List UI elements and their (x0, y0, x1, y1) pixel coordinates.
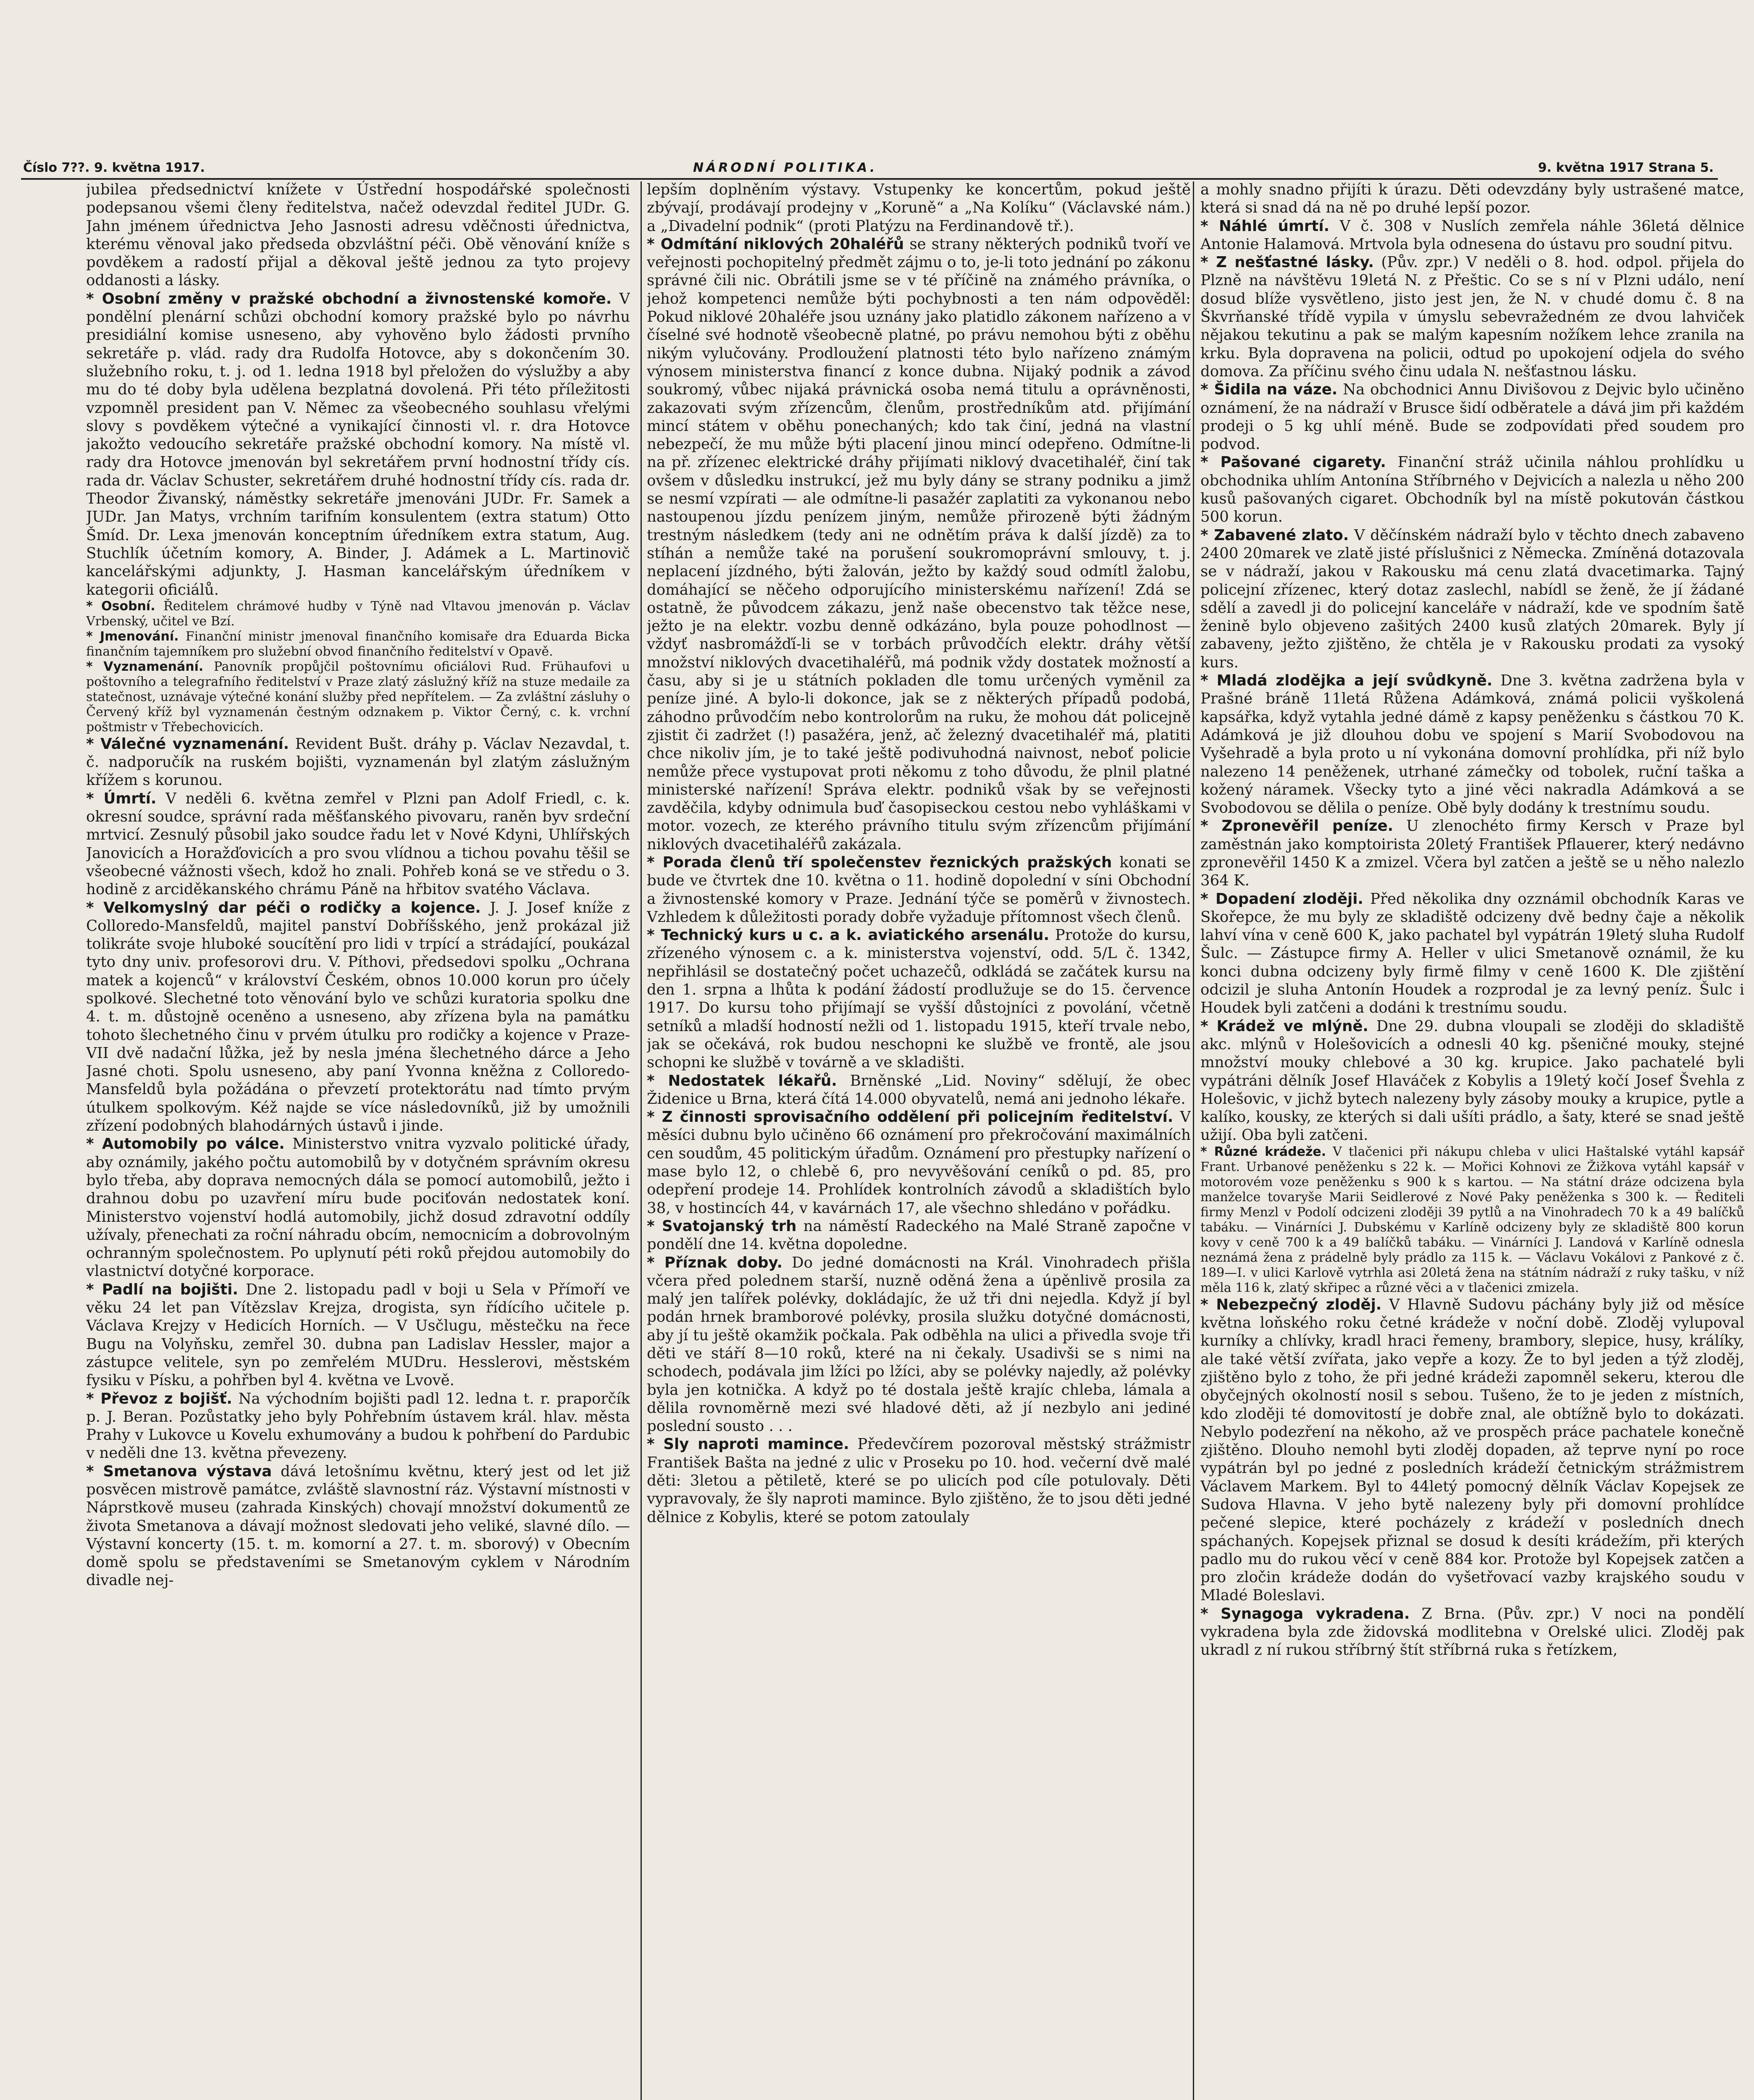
article-text: Panovník propůjčil poštovnímu oficiálovi Rud. Frühaufovi u poštovního a telegrafního ředitelství v Praze zlatý záslužný kříž na stuze medaile za statečnost, uznávaje výtečné konání služby před nepřítelem. — Za zvláštní zásluhy o Červený kříž byl vyznamenán čestným odznakem p. Viktor Černý, c. k. vrchní poštmistr v Třebechovicích. (86, 659, 630, 735)
article-text: Ředitelem chrámové hudby v Týně nad Vltavou jmenován p. Václav Vrbenský, učitel ve Bzí. (86, 598, 630, 629)
page-header (21, 159, 1718, 179)
article-paragraph (86, 735, 630, 790)
article-paragraph (1200, 890, 1744, 1017)
article-paragraph (1200, 526, 1744, 672)
article-heading: * Sly naproti mamince. (647, 1436, 849, 1453)
article-heading: * Vyznamenání. (86, 659, 204, 674)
article-heading: * Automobily po válce. (86, 1135, 285, 1153)
article-paragraph (647, 181, 1191, 235)
article-text: U zlenochéto firmy Kersch v Praze byl zaměstnán jako komptoirista 20letý František Pflauerer, který nedávno zpronevěřil 1450 K a zmizel. Včera byl zatčen a ještě se u něho nalezlo 364 K. (1200, 817, 1744, 890)
article-heading: * Technický kurs u c. a k. aviatického arsenálu. (647, 927, 1050, 944)
article-text: V děčínském nádraží bylo v těchto dnech zabaveno 2400 20marek ve zlatě jisté příslušnici z Německa. Zmíněná dotazovala se v nádraží, jakou v Rakousku má cenu zlatá dvacetimarka. Tajný policejní zřízenec, který dotaz zaslechl, nabídl se ženě, že jí žádané sdělí a zavedl ji do policejní kanceláře v nádraží, kde ve spodním šatě ženině bylo objeveno zašitých 2400 kusů zlatých 20marek. Byly jí zabaveny, ježto zjištěno, že chtěla je v Rakousku prodati za vysoký kurs. (1200, 526, 1744, 671)
article-text: konati se bude ve čtvrtek dne 10. května o 11. hodině dopolední v síni Obchodní a živnostenské komory v Praze. Jednání týče se poměrů v živnostech. Vzhledem k důležitosti porady dobře vyžaduje přítomnost všech členů. (647, 853, 1191, 926)
article-text: V tlačenici při nákupu chleba v ulici Haštalské vytáhl kapsář Frant. Urbanové peněženku s 22 k. — Mořici Kohnovi ze Žižkova vytáhl kapsář v motorovém voze peněženku s 900 k s kartou. — Na státní dráze odcizena byla manželce tovaryše Marii Seidlerové z Nové Paky peněženka s 300 k. — Řediteli firmy Menzl v Podolí odcizeni zloději 39 pytlů a na Vinohradech 70 k a 49 balíčků tabáku. — Vinárníci J. Dubskému v Karlíně odcizeny byly ze skladiště 800 korun kovy v ceně 700 k a 49 balíčků tabáku. — Vinárníci J. Landová v Karlíně odnesla neznámá žena z prádelně byly prádlo za 115 k. — Václavu Vokálovi z Pankové z č. 189—I. v ulici Karlově vytrhla asi 20letá žena na státním nádraží z ruky tašku, v níž měla 116 k, zlatý skřipec a různé věci a v tlačenici zmizela. (1200, 1144, 1744, 1295)
article-paragraph (1200, 181, 1744, 217)
article-text: Dne 3. května zadržena byla v Prašné bráně 11letá Růžena Adámková, známá policii vyškolená kapsářka, když vytahla jedné dámě z kapsy peněženku s částkou 70 K. Adámková je již dlouhou dobu ve spojení s Marií Svobodovou na Vyšehradě a byla proto u ní vykonána domovní prohlídka, při níž bylo nalezeno 14 peněženek, utrhané zámečky od tobolek, ruční taška a kožený náramek. Všecky tyto a jiné věci nakradla Adámková a se Svobodovou se dělila o peníze. Obě byly dodány k trestnímu soudu. (1200, 672, 1744, 817)
article-heading: * Příznak doby. (647, 1254, 782, 1271)
article-text: Na obchodnici Annu Divišovou z Dejvic bylo učiněno oznámení, že na nádraží v Brusce šidí odběratele a dává jim při každém prodeji o 5 kg uhlí méně. Bude se zodpovídati před soudem pro podvod. (1200, 381, 1744, 453)
article-heading: * Nebezpečný zloděj. (1200, 1296, 1382, 1313)
article-heading: * Z činnosti sprovisačního oddělení při policejním ředitelství. (647, 1108, 1174, 1126)
article-paragraph (86, 290, 630, 599)
article-text: V pondělní plenární schůzi obchodní komory pražské bylo po návrhu presidiální komise usneseno, aby vyhověno bylo žádosti prvního sekretáře p. vlád. rady dra Rudolfa Hotovce, aby s dokončením 30. služebního roku, t. j. od 1. ledna 1918 byl přeložen do výslužby a aby mu do té doby byla udělena bezplatná dovolená. Při této příležitosti vzpomněl president pan V. Němec za všeobecného souhlasu vřelými slovy s povděkem výtečné a vynikající činnosti vl. r. dra Hotovce jakožto vedoucího sekretáře pražské obchodní komory. Na místě vl. rady dra Hotovce jmenován byl sekretářem první hodnostní třídy cís. rada dr. Václav Schuster, sekretářem druhé hodnostní třídy cís. rada dr. Theodor Živanský, náměstky sekretáře jmenováni JUDr. Fr. Samek a JUDr. Jan Matys, vrchním tarifním konsulentem (extra statum) Otto Šmíd. Dr. Lexa jmenován konceptním úředníkem extra statum, Aug. Stuchlík účetním komory, A. Binder, J. Adámek a L. Martinovič kancelářskými adjunkty, J. Hasman kancelářským úředníkem v kategorii oficiálů. (86, 290, 630, 598)
article-paragraph (86, 1462, 630, 1590)
article-heading: * Převoz z bojišť. (86, 1390, 232, 1407)
article-paragraph (647, 1108, 1191, 1217)
article-paragraph (1200, 1605, 1744, 1659)
column-1 (86, 181, 630, 2100)
article-paragraph (647, 853, 1191, 926)
article-text: lepším doplněním výstavy. Vstupenky ke koncertům, pokud ještě zbývají, prodávají prodejny v „Koruně“ a „Na Kolíku“ (Václavské nám.) a „Divadelní podnik“ (proti Platýzu na Ferdinandově tř.). (647, 181, 1191, 235)
article-heading: * Padlí na bojišti. (86, 1281, 238, 1298)
issue-date: Číslo 7??. 9. května 1917. (23, 160, 205, 175)
article-text: (Pův. zpr.) V neděli o 8. hod. odpol. přijela do Plzně na návštěvu 19letá N. z Přeštic. Co se s ní v Plzni událo, není dosud blíže vysvětleno, jisto jest jen, že N. v chudé domu č. 8 na Škvrňanské třídě vypila v úmyslu sebevražedném ze dvou lahviček nějakou tekutinu a pak se malým kapesním nožíkem lehce zranila na krku. Byla dopravena na policii, odtud po upokojení odjela do svého domova. Za příčinu svého činu udala N. nešťastnou lásku. (1200, 254, 1744, 380)
article-heading: * Odmítání niklových 20haléřů (647, 235, 904, 253)
article-heading: * Nedostatek lékařů. (647, 1072, 837, 1089)
article-text: Dne 2. listopadu padl v boji u Sela v Přímoří ve věku 24 let pan Vítězslav Krejza, drogista, syn řídícího učitele p. Václava Krejzy v Hedicích Horních. — V Usčlugu, městečku na řece Bugu na Volyňsku, zemřel 30. dubna pan Ladislav Hessler, major a zástupce velitele, syn po zemřelém MUDru. Hesslerovi, městském fysiku v Písku, a pohřben byl 4. května ve Lvově. (86, 1281, 630, 1389)
article-text: na náměstí Radeckého na Malé Straně započne v pondělí dne 14. května dopoledne. (647, 1217, 1191, 1253)
article-paragraph (86, 899, 630, 1135)
article-paragraph (1200, 817, 1744, 890)
article-paragraph (647, 1217, 1191, 1254)
article-heading: * Smetanova výstava (86, 1462, 272, 1480)
article-heading: * Zpronevěřil peníze. (1200, 817, 1394, 835)
header-rule (21, 178, 1718, 180)
article-heading: * Jmenování. (86, 629, 179, 644)
article-paragraph (647, 926, 1191, 1071)
article-text: J. J. Josef kníže z Colloredo-Mansfeldů, majitel panství Dobříšského, jenž prokázal již tolikráte svoje hluboké soucítění pro lidi v trpící a strádající, poukázal tyto dny univ. profesorovi dru. V. Píthovi, předsedovi spolku „Ochrana matek a kojenců“ v království Českém, obnos 10.000 korun pro účely spolkové. Slechetné toto věnování bylo ve schůzi kuratoria spolku dne 4. t. m. důstojně oceněno a usneseno, aby zřízena byla na památku tohoto šlechetného činu v prvém útulku pro rodičky a kojence v Praze-VII dvě nadační lůžka, jež by nesla jména šlechetného dárce a Jeho Jasné choti. Spolu usneseno, aby paní Yvonna kněžna z Colloredo-Mansfeldů byla požádána o převzetí protektorátu nad tímto prvým útulkem spolkovým. Kéž najde se více následovníků, již by umožnili zřízení podobných blahodárných ústavů i jinde. (86, 899, 630, 1135)
article-text: V Hlavně Sudovu páchány byly již od měsíce května loňského roku četné krádeže v noční době. Zloděj vylupoval kurníky a chlívky, kradl hraci řemeny, brambory, slepice, husy, králíky, ale také větší zvířata, jako vepře a kozy. Že to byl jeden a týž zloděj, zjištěno bylo z toho, že při jedné krádeži zapomněl sekeru, kterou dle obyčejných okolností nosil s sebou. Tušeno, že to je jeden z místních, kdo zloději té domovitostí je dobře znal, ale obtížně bylo to dokázati. Nebylo podezření na někoho, až ve prospěch práce pachatele konečně zjištěno. Dlouho nemohl byti zloděj dopaden, až teprve nyní po roce vypátrán byl po jedné z posledních krádeží četnickým strážmistrem Václavem Markem. Byl to 44letý pomocný dělník Václav Kopejsek ze Sudova Hlavna. V jeho bytě nalezeny byly při domovní prohlídce pečené slepice, které pocházely z krádeží v posledních dnech spáchaných. Kopejsek přiznal se dosud k desíti krádežím, při kterých padlo mu do rukou věcí v ceně 884 kor. Protože byl Kopejsek zatčen a pro zločin krádeže dodán do vyšetřovací vazby krajského soudu v Mladé Boleslavi. (1200, 1296, 1744, 1604)
article-text: jubilea předsednictví knížete v Ústřední hospodářské společnosti podepsanou všemi členy ředitelstva, načež odevzdal ředitel JUDr. G. Jahn jménem úřednictva Jeho Jasnosti adresu vděčnosti úřednictva, kterému věnoval jako předseda obzvláštní péči. Obě věnování kníže s povděkem a radostí přijal a děkoval ještě jednou za tyto projevy oddanosti a lásky. (86, 181, 630, 289)
article-paragraph (1200, 672, 1744, 817)
article-text: V č. 308 v Nuslích zemřela náhle 36letá dělnice Antonie Halamová. Mrtvola byla odnesena do ústavu pro soudní pitvu. (1200, 217, 1744, 253)
article-paragraph (1200, 253, 1744, 381)
article-paragraph (647, 1072, 1191, 1108)
article-paragraph (86, 599, 630, 629)
article-paragraph (1200, 1144, 1744, 1296)
article-paragraph (86, 1135, 630, 1280)
article-paragraph (647, 235, 1191, 853)
article-paragraph (1200, 217, 1744, 254)
article-paragraph (1200, 1296, 1744, 1605)
article-text: a mohly snadno přijíti k úrazu. Děti odevzdány byly ustrašené matce, která si snad dá na ně po druhé lepší pozor. (1200, 181, 1744, 217)
article-heading: * Mladá zlodějka a její svůdkyně. (1200, 672, 1493, 690)
article-paragraph (647, 1254, 1191, 1436)
article-heading: * Šidila na váze. (1200, 381, 1338, 399)
article-heading: * Úmrtí. (86, 790, 157, 807)
article-text: Do jedné domácnosti na Král. Vinohradech přišla včera před polednem starší, nuzně oděná žena a úpěnlivě prosila za malý jen talířek polévky, dokládajíc, že už tři dni nejedla. Když jí byl podán hrnek bramborové polévky, prosila služku dotyčné domácnosti, aby jí tu ještě okamžik počkala. Pak odběhla na ulici a přivedla svoje tři děti ve stáří 8—10 roků, které na ni čekaly. Usadivši se s nimi na schodech, podávala jim lžíci po lžíci, aby se polévky najedly, až polévky byla jen kotnička. A když po té dostala ještě krajíc chleba, lámala a dělila rovnoměrně mezi své hladové děti, až jí nezbylo ani jediné poslední sousto . . . (647, 1254, 1191, 1435)
article-text: Na východním bojišti padl 12. ledna t. r. praporčík p. J. Beran. Pozůstatky jeho byly Pohřebním ústavem král. hlav. města Prahy v Lukovce u Kovelu exhumovány a budou k pohřbení do Pardubic v neděli dne 13. května převezeny. (86, 1390, 630, 1462)
article-heading: * Pašované cigarety. (1200, 454, 1386, 471)
article-paragraph (1200, 381, 1744, 453)
article-paragraph (647, 1435, 1191, 1526)
article-heading: * Osobní. (86, 598, 155, 614)
article-heading: * Svatojanský trh (647, 1217, 797, 1235)
article-paragraph (86, 1281, 630, 1390)
column-divider-1 (641, 181, 642, 2100)
page-number: 9. května 1917 Strana 5. (1538, 160, 1714, 175)
article-heading: * Krádež ve mlýně. (1200, 1017, 1368, 1035)
article-paragraph (86, 1390, 630, 1462)
article-paragraph (86, 181, 630, 290)
article-heading: * Zabavené zlato. (1200, 526, 1349, 544)
article-heading: * Synagoga vykradena. (1200, 1605, 1410, 1622)
article-text: V měsíci dubnu bylo učiněno 66 oznámení pro překročování maximálních cen soudům, 45 politickým úřadům. Oznámení pro přestupky nařízení o mase bylo 12, o chlebě 6, pro nevyvěšování ceníků o pd. 85, pro odepření prodeje 14. Prohlídek kontrolních závodů a skladištích bylo 38, v hostincích 44, v kavárnách 17, ale všechno shledáno v pořádku. (647, 1108, 1191, 1217)
newspaper-title: NÁRODNÍ POLITIKA. (693, 160, 877, 175)
article-heading: * Porada členů tří společenstev řeznických pražských (647, 853, 1112, 871)
article-paragraph (1200, 1017, 1744, 1144)
article-paragraph (86, 629, 630, 659)
article-paragraph (1200, 453, 1744, 526)
article-heading: * Válečné vyznamenání. (86, 735, 289, 753)
column-2 (647, 181, 1191, 2100)
article-text: Dne 29. dubna vloupali se zloději do skladiště akc. mlýnů v Holešovicích a odnesli 40 kg. pšeničné mouky, stejné množství mouky chlebové a 30 kg. krupice. Jako pachatelé byli vypátráni dělník Josef Hlaváček z Kobylis a 19letý kočí Josef Švehla z Holešovic, v jichž bytech nalezeny byly zásoby mouky a krupice, pytle a kalíko, kousky, ze kterých si dali ušíti prádlo, a šaty, které se snad ještě užijí. Oba byli zatčeni. (1200, 1017, 1744, 1144)
article-text: Brněnské „Lid. Noviny“ sdělují, že obec Židenice u Brna, která čítá 14.000 obyvatelů, nemá ani jednoho lékaře. (647, 1072, 1191, 1108)
article-text: Ministerstvo vnitra vyzvalo politické úřady, aby oznámily, jakého počtu automobilů by v dotyčném správním okresu bylo třeba, aby doprava nemocných dála se pomocí automobilů, ježto i drahnou dobu po uzavření míru bude pociťován nedostatek koní. Ministerstvo vojenství hodlá automobily, jichž dosud zdravotní oddíly užívaly, přenechati za roční náhradu obcím, nemocnicím a dobrovolným ochranným společnostem. Po uplynutí péti roků přejdou automobily do vlastnictví dotyčné korporace. (86, 1135, 630, 1280)
column-3 (1200, 181, 1744, 2100)
article-text: Předevčírem pozoroval městský strážmistr František Bašta na jedné z ulic v Proseku po 10. hod. večerní dvě malé děti: 3letou a pětiletě, které se po ulicích pod cíle potulovaly. Děti vypravovaly, že šly naproti mamince. Bylo zjištěno, že to jsou děti jedné dělnice z Kobylis, které se potom zatoulaly (647, 1436, 1191, 1526)
article-heading: * Různé krádeže. (1200, 1144, 1326, 1159)
article-text: Finanční stráž učinila náhlou prohlídku u obchodnika uhlím Antonína Stříbrného v Dejvicích a nalezla u něho 200 kusů pašovaných cigaret. Obchodník byl na místě pokutován částkou 500 korun. (1200, 454, 1744, 526)
article-text: Finanční ministr jmenoval finančního komisaře dra Eduarda Bicka finančním tajemníkem pro služební obvod finančního ředitelství v Opavě. (86, 629, 630, 659)
article-paragraph (86, 659, 630, 735)
article-text: se strany některých podniků tvoří ve veřejnosti pochopitelný předmět zájmu o to, je-li toto jednání po zákonu správné čili nic. Obrátili jsme se v té příčině na známého právníka, o jehož kompetenci nemůže býti pochybnosti a ten nám odpověděl: Pokud niklové 20haléře jsou uznány jako platidlo zákonem nařízeno a v číselné své hodnotě všeobecně platné, po právu nemohou býti z oběhu nikým vylučovány. Prodloužení platnosti této bylo nařízeno známým výnosem ministerstva financí z konce dubna. Nijaký podnik a závod soukromý, vůbec nijaká právnická osoba nemá titulu a oprávněnosti, zakazovati svým zřízencům, členům, prostředníkům atd. přijímání mincí státem v oběhu ponechaných; kdo tak činí, jedná na vlastní nebezpečí, že mu může býti placení jinou mincí odepřeno. Odmítne-li na př. zřízenec elektrické dráhy přijímati niklový dvacetihaléř, činí tak ovšem v důsledku instrukcí, jež mu byly dány se strany podniku a jimž se nesmí vzpírati — ale odmítne-li pasažér zaplatiti za vykonanou nebo nastoupenou jízdu penízem jiným, nemůže přirozeně býti žádným trestným následkem (tedy ani ne odnětím práva k další jízdě) za to stíhán a nemůže také na porušení soukromoprávní smlouvy, t. j. neplacení jízdného, býti žalován, ježto by každý soud odmítl žalobu, domáhající se něčeho odporujícího ministerskému nařízení! Zdá se ostatně, že původcem zákazu, jenž naše obecenstvo tak těžce nese, ježto je na elektr. vozbu denně odkázáno, byla pouze pohodlnost — vždyť nasbromážďí-li se v torbách průvodčích elektr. dráhy větší množství niklových dvacetihaléřů, má podnik vždy dostatek možností a času, aby si je u státních pokladen dle tomu určených vyměnil za peníze jiné. A bylo-li dokonce, jak se z některých případů podobá, záhodno průvodčím nebo kontrolorům na ruku, že mohou dát policejně zjistit či zadržet (!) pasažéra, jenž, ač železný dvacetihaléř má, platiti chce nikoliv jím, je to také ještě podivuhodná naivnost, neboť policie nemůže přece vystupovat proti někomu z toho důvodu, že plnil platné ministerské nařízení! Správa elektr. podniků však by se veřejnosti zavděčila, kdyby odnimula buď časopiseckou cestou nebo vyhláškami v motor. vozech, ze kterého právního titulu svým zřízencům přijímání niklových dvacetihaléřů zakázala. (647, 235, 1191, 853)
column-divider-2 (1193, 181, 1194, 2100)
article-text: V neděli 6. května zemřel v Plzni pan Adolf Friedl, c. k. okresní soudce, správní rada měšťanského pivovaru, raněn byv srdeční mrtvicí. Zesnulý působil jako soudce řadu let v Nové Kdyni, Uhlířských Janovicích a Horažďovicích a pro svou vlídnou a tichou povahu těšil se všeobecné vážnosti všech, kdož ho znali. Pohřeb koná se ve středu o 3. hodině z arciděkanského chrámu Páně na hřbitov svatého Václava. (86, 790, 630, 898)
article-heading: * Osobní změny v pražské obchodní a živnostenské komoře. (86, 290, 612, 307)
article-text: Protože do kursu, zřízeného výnosem c. a k. ministerstva vojenství, odd. 5/L č. 1342, nepřihlásil se dostatečný počet uchazečů, odkládá se začátek kursu na den 1. srpna a lhůta k podání žádostí prodlužuje se do 15. července 1917. Do kursu toho přijímají se vyšší důstojníci z povolání, včetně setníků a mladší hodností nežli od 1. listopadu 1915, kteří trvale nebo, jak se očekává, rok budou neschopni ke službě ve frontě, ale jsou schopni ke službě v továrně a ve skladišti. (647, 927, 1191, 1071)
article-heading: * Velkomyslný dar péči o rodičky a kojence. (86, 899, 481, 916)
article-text: Z Brna. (Pův. zpr.) V noci na pondělí vykradena byla zde židovská modlitebna v Orelské ulici. Zloděj pak ukradl z ní rukou stříbrný štít stříbrná ruka s řetízkem, (1200, 1605, 1744, 1659)
article-text: Před několika dny ozznámil obchodník Karas ve Skořepce, že mu byly ze skladiště odcizeny dvě bedny čaje a několik lahví vína v ceně 600 K, jako pachatel byl vypátrán 19letý sluha Rudolf Šulc. — Zástupce firmy A. Heller v ulici Smetanově oznámil, že ku konci dubna odcizeny byly firmě filmy v ceně 1600 K. Dle zjištění odcizil je sluha Antonín Houdek a rozprodal je za levný peníz. Šulc i Houdek byli zatčeni a dodáni k trestnímu soudu. (1200, 890, 1744, 1017)
article-heading: * Z nešťastné lásky. (1200, 254, 1374, 271)
article-paragraph (86, 790, 630, 899)
article-text: Revident Bušt. dráhy p. Václav Nezavdal, t. č. nadporučík na ruském bojišti, vyznamenán byl zlatým záslužným křížem s korunou. (86, 735, 630, 789)
article-heading: * Náhlé úmrtí. (1200, 217, 1330, 235)
article-text: dává letošnímu květnu, který jest od let již posvěcen mistrově památce, zvláště slavnostní ráz. Výstavní místnosti v Náprstkově museu (zahrada Kinských) chovají množství dokumentů ze života Smetanova a dávají možnost sledovati jeho veliké, slavné dílo. — Výstavní koncerty (15. t. m. komorní a 27. t. m. sborový) v Obecním domě spolu se představeními se Smetanovým cyklem v Národním divadle nej- (86, 1462, 630, 1589)
article-heading: * Dopadení zloději. (1200, 890, 1363, 908)
